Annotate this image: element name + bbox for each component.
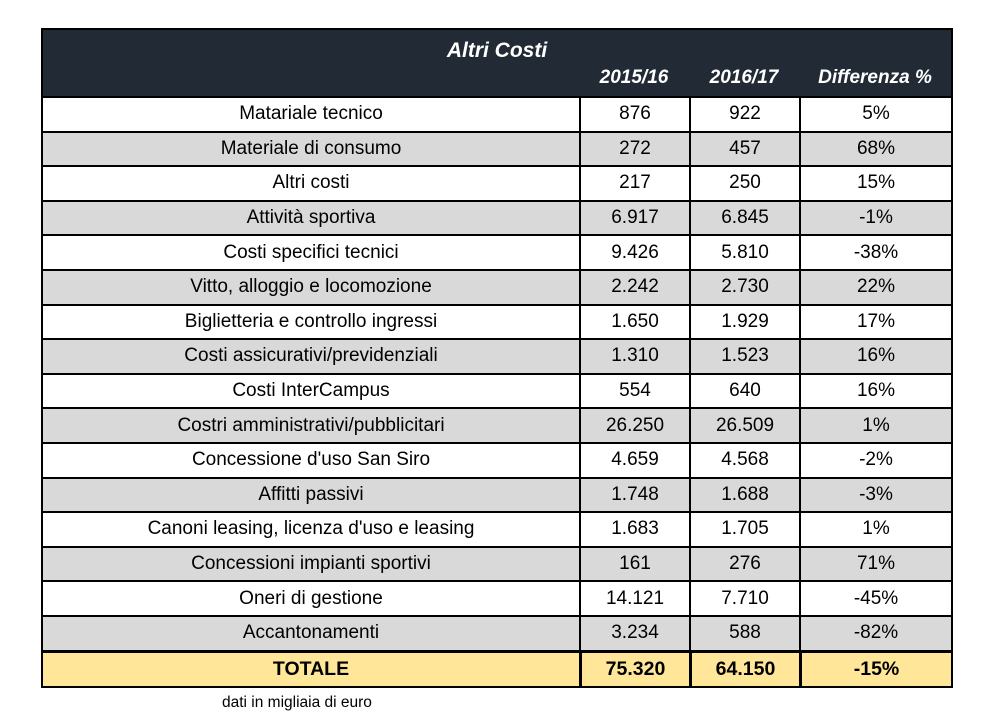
column-header-2015-16: 2015/16 — [599, 67, 669, 88]
table-row — [43, 338, 951, 373]
cell-2015-16: 9.426 — [579, 236, 689, 269]
table-row — [43, 131, 951, 166]
table-row — [43, 373, 951, 408]
cell-diff: -38% — [799, 236, 951, 269]
table-body — [43, 96, 951, 650]
table-row — [43, 304, 951, 339]
table-row — [43, 580, 951, 615]
cell-diff: 16% — [799, 340, 951, 373]
total-2015-16-cell: 75.320 — [579, 653, 689, 686]
cell-2016-17: 4.568 — [689, 444, 799, 477]
table-row — [43, 96, 951, 131]
cell-2016-17: 7.710 — [689, 582, 799, 615]
table-row — [43, 165, 951, 200]
cell-2015-16: 876 — [579, 98, 689, 131]
cell-diff: 22% — [799, 271, 951, 304]
table-row — [43, 511, 951, 546]
table-row — [43, 407, 951, 442]
cell-label: Concessioni impianti sportivi — [191, 553, 431, 575]
cell-label: Materiale di consumo — [220, 137, 402, 159]
cell-2016-17: 640 — [689, 375, 799, 408]
cell-2015-16: 1.683 — [579, 513, 689, 546]
cell-diff: 17% — [799, 306, 951, 339]
column-header-2016-17: 2016/17 — [709, 67, 779, 88]
table-row — [43, 615, 951, 650]
cell-2016-17: 1.523 — [689, 340, 799, 373]
cell-2016-17: 588 — [689, 617, 799, 650]
cell-2016-17: 1.688 — [689, 479, 799, 512]
cell-diff: 15% — [799, 167, 951, 200]
cell-2015-16: 1.650 — [579, 306, 689, 339]
table-row — [43, 546, 951, 581]
cell-label: Matariale tecnico — [239, 103, 383, 125]
cell-label: Costri amministrativi/pubblicitari — [177, 414, 445, 436]
cell-label: Vitto, alloggio e locomozione — [190, 276, 432, 298]
table-footnote: dati in migliaia di euro — [222, 694, 372, 711]
cell-2016-17: 5.810 — [689, 236, 799, 269]
cell-label: Altri costi — [272, 172, 350, 194]
cell-diff: 1% — [799, 513, 951, 546]
total-2016-17-cell: 64.150 — [689, 653, 799, 686]
cell-2015-16: 3.234 — [579, 617, 689, 650]
cell-2015-16: 272 — [579, 133, 689, 166]
altri-costi-table — [41, 28, 953, 688]
cell-label: Costi assicurativi/previdenziali — [184, 345, 438, 367]
cell-label: Biglietteria e controllo ingressi — [184, 310, 438, 332]
table-header — [43, 30, 951, 96]
cell-diff: -2% — [799, 444, 951, 477]
cell-label: Oneri di gestione — [239, 587, 383, 609]
cell-2015-16: 2.242 — [579, 271, 689, 304]
cell-2015-16: 6.917 — [579, 202, 689, 235]
cell-label: Attività sportiva — [246, 207, 376, 229]
cell-label: Costi specifici tecnici — [223, 241, 399, 263]
column-header-spacer — [43, 65, 579, 91]
cell-2016-17: 276 — [689, 548, 799, 581]
total-diff-cell: -15% — [799, 653, 951, 686]
total-row — [43, 650, 951, 686]
table-row — [43, 477, 951, 512]
cell-2016-17: 457 — [689, 133, 799, 166]
cell-diff: -1% — [799, 202, 951, 235]
cell-2015-16: 161 — [579, 548, 689, 581]
cell-2016-17: 6.845 — [689, 202, 799, 235]
cell-2015-16: 1.310 — [579, 340, 689, 373]
cell-2016-17: 26.509 — [689, 409, 799, 442]
cell-2015-16: 4.659 — [579, 444, 689, 477]
table-row — [43, 269, 951, 304]
cell-diff: 68% — [799, 133, 951, 166]
cell-diff: 71% — [799, 548, 951, 581]
cell-2015-16: 554 — [579, 375, 689, 408]
cell-diff: -82% — [799, 617, 951, 650]
cell-label: Affitti passivi — [258, 483, 364, 505]
cell-2015-16: 26.250 — [579, 409, 689, 442]
table-row — [43, 442, 951, 477]
cell-2016-17: 922 — [689, 98, 799, 131]
cell-diff: 5% — [799, 98, 951, 131]
cell-2015-16: 14.121 — [579, 582, 689, 615]
table-title: Altri Costi — [446, 39, 548, 62]
table-row — [43, 234, 951, 269]
table-row — [43, 200, 951, 235]
cell-label: Concessione d'uso San Siro — [191, 449, 431, 471]
cell-2015-16: 217 — [579, 167, 689, 200]
cell-2016-17: 1.705 — [689, 513, 799, 546]
cell-diff: -45% — [799, 582, 951, 615]
cell-2016-17: 1.929 — [689, 306, 799, 339]
cell-2015-16: 1.748 — [579, 479, 689, 512]
cell-2016-17: 2.730 — [689, 271, 799, 304]
cell-2016-17: 250 — [689, 167, 799, 200]
cell-label: Costi InterCampus — [232, 380, 390, 402]
column-header-differenza: Differenza % — [818, 67, 932, 88]
total-label-cell: TOTALE — [272, 657, 350, 680]
cell-diff: -3% — [799, 479, 951, 512]
cell-label: Canoni leasing, licenza d'uso e leasing — [147, 518, 475, 540]
cell-diff: 16% — [799, 375, 951, 408]
cell-label: Accantonamenti — [242, 622, 380, 644]
column-header-row — [43, 65, 951, 91]
cell-diff: 1% — [799, 409, 951, 442]
